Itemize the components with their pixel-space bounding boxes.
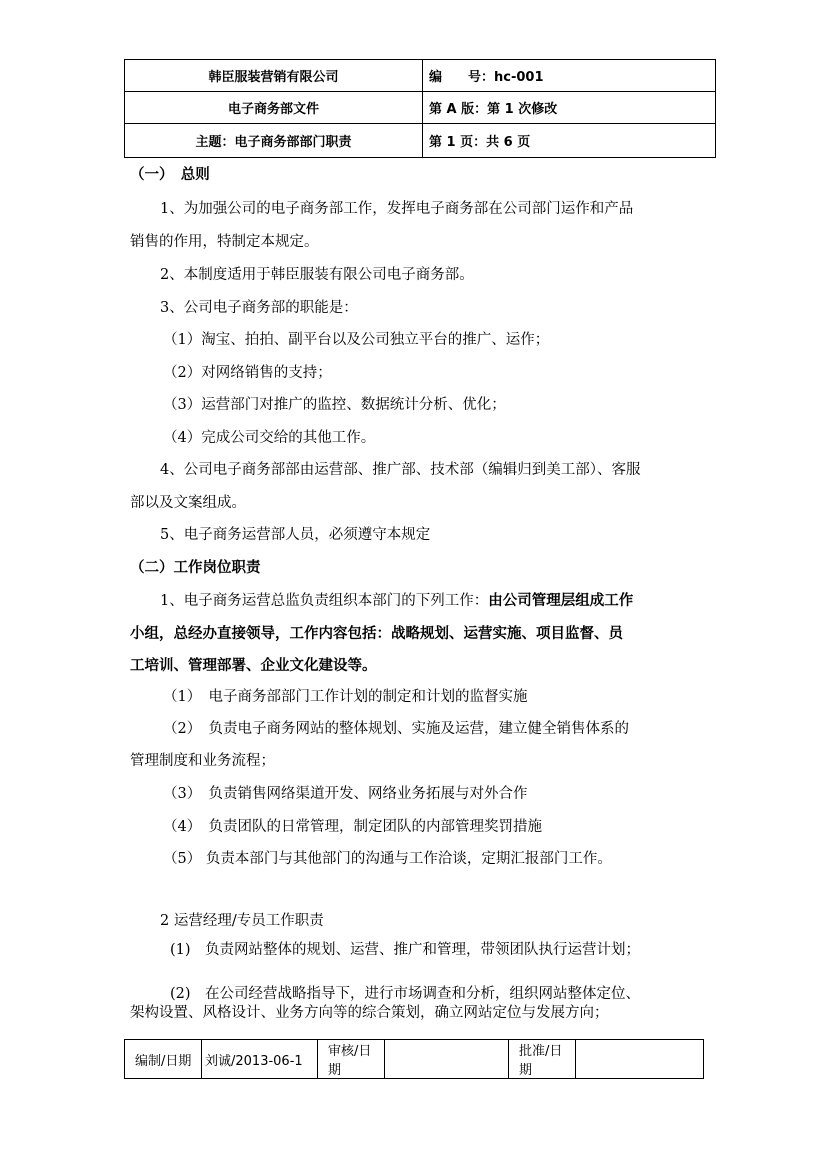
document-subject: 主题：电子商务部部门职责	[125, 124, 423, 158]
document-header-table	[124, 59, 716, 158]
duty-1-item-1: （1） 电子商务部部门工作计划的制定和计划的监督实施	[163, 689, 528, 705]
duty-2-item-1: (1) 负责网站整体的规划、运营、推广和管理，带领团队执行运营计划；	[170, 942, 641, 958]
approval-footer-table	[124, 1039, 704, 1079]
duty-1-emphasis: 由公司管理层组成工作	[488, 592, 634, 609]
duty-1-line-2: 小组，总经办直接领导，工作内容包括：战略规划、运营实施、项目监督、员	[130, 625, 623, 642]
function-item-4: （4）完成公司交给的其他工作。	[163, 430, 376, 446]
duty-1-item-5: （5） 负责本部门与其他部门的沟通与工作洽谈，定期汇报部门工作。	[163, 851, 612, 867]
function-item-2: （2）对网络销售的支持；	[163, 365, 332, 381]
section-title-general: （一） 总则	[130, 167, 210, 183]
duty-1-item-3: （3） 负责销售网络渠道开发、网络业务拓展与对外合作	[163, 786, 528, 802]
duty-2-title: 2 运营经理/专员工作职责	[160, 913, 324, 929]
function-item-3: （3）运营部门对推广的监控、数据统计分析、优化；	[163, 397, 506, 413]
editor-label: 编制/日期	[125, 1040, 202, 1079]
document-type: 电子商务部文件	[125, 92, 423, 124]
function-item-1: （1）淘宝、拍拍、副平台以及公司独立平台的推广、运作；	[163, 332, 550, 348]
reviewer-label: 审核/日期	[318, 1040, 385, 1079]
duty-1-intro: 1、电子商务运营总监负责组织本部门的下列工作：	[160, 593, 489, 609]
page-count: 第 1 页：共 6 页	[423, 124, 716, 158]
document-number: 编 号：hc-001	[423, 60, 716, 92]
duty-1-line-3: 工培训、管理部署、企业文化建设等。	[130, 657, 377, 674]
paragraph-2: 2、本制度适用于韩臣服装有限公司电子商务部。	[160, 267, 474, 283]
approver-label: 批准/日期	[509, 1040, 576, 1079]
document-version: 第 A 版：第 1 次修改	[423, 92, 716, 124]
paragraph-3: 3、公司电子商务部的职能是：	[160, 300, 358, 316]
company-name: 韩臣服装营销有限公司	[125, 60, 423, 92]
paragraph-5: 5、电子商务运营部人员，必须遵守本规定	[160, 527, 431, 543]
approver-value	[576, 1040, 704, 1079]
paragraph-4-line-2: 部以及文案组成。	[130, 495, 246, 511]
duty-1-item-4: （4） 负责团队的日常管理，制定团队的内部管理奖罚措施	[163, 819, 542, 835]
duty-1-item-2-line-1: （2） 负责电子商务网站的整体规划、实施及运营，建立健全销售体系的	[163, 721, 629, 737]
paragraph-1-line-2: 销售的作用，特制定本规定。	[130, 234, 319, 250]
duty-1-item-2-line-2: 管理制度和业务流程；	[130, 753, 275, 769]
section-title-duties: （二）工作岗位职责	[130, 560, 261, 576]
paragraph-1-line-1: 1、为加强公司的电子商务部工作，发挥电子商务部在公司部门运作和产品	[160, 201, 634, 217]
paragraph-4-line-1: 4、公司电子商务部部由运营部、推广部、技术部（编辑归到美工部）、客服	[160, 462, 641, 478]
duty-2-item-2-line-1: (2) 在公司经营战略指导下，进行市场调查和分析，组织网站整体定位、	[170, 986, 641, 1002]
duty-1-line-1	[160, 592, 633, 610]
reviewer-value	[385, 1040, 509, 1079]
duty-2-item-2-line-2: 架构设置、风格设计、业务方向等的综合策划，确立网站定位与发展方向；	[130, 1005, 609, 1021]
editor-value: 刘诚/2013-06-1	[202, 1040, 318, 1079]
